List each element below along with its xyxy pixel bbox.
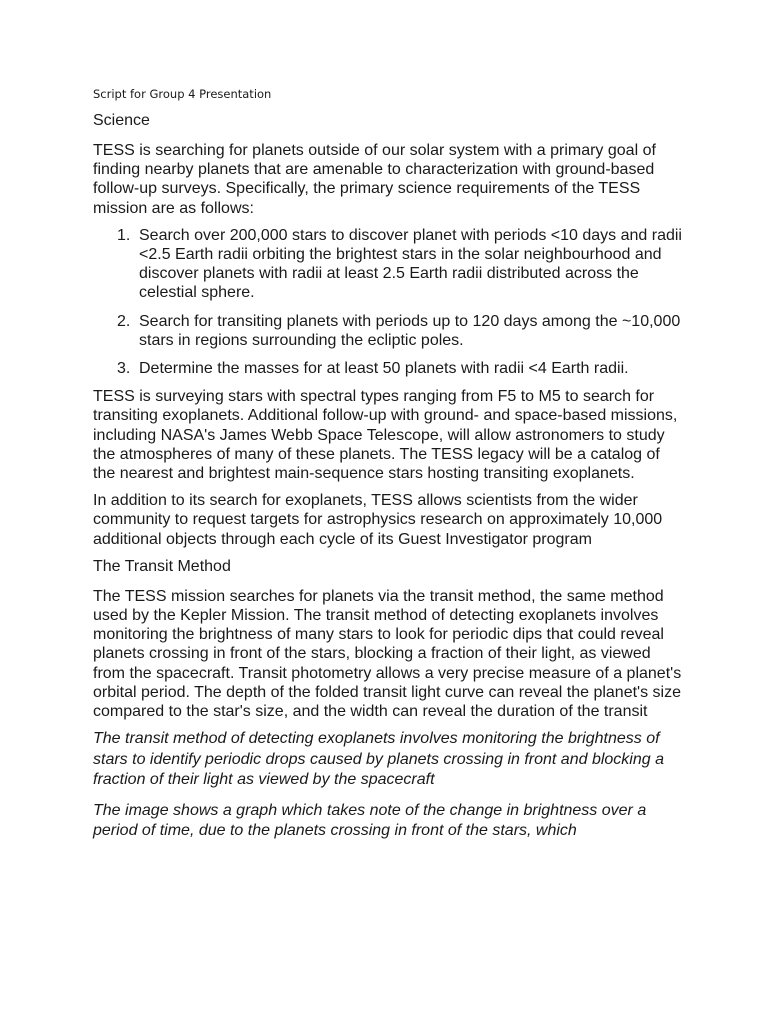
requirement-item [117,312,685,350]
transit-italic-paragraph-2: The image shows a graph which takes note of the change in brightness over a period of time, due to the planets crossing in front of the stars, which [93,801,647,840]
requirement-item [117,359,685,378]
transit-heading: The Transit Method [93,557,231,575]
requirements-list [93,226,685,378]
transit-paragraph-1: The TESS mission searches for planets via the transit method, the same method used by the Kepler Mission. The transit method of detecting exoplanets involves monitoring the brightness of many stars to look for periodic dips that could reveal planets crossing in front of the stars, blocking a fraction of their light, as viewed from the spacecraft. Transit photometry allows a very precise measure of a planet's orbital period. The depth of the folded transit light curve can reveal the planet's size compared to the star's size, and the width can reveal the duration of the transit [93,587,682,721]
requirement-number: 1. [117,226,131,244]
requirement-text: Determine the masses for at least 50 planets with radii <4 Earth radii. [139,360,629,378]
science-paragraph-3: In addition to its search for exoplanets, TESS allows scientists from the wider community to request targets for astrophysics research on approximately 10,000 additional objects through each cycle of its Guest Investigator program [93,492,663,548]
requirement-number: 3. [117,360,131,378]
transit-italic-paragraph-1: The transit method of detecting exoplanets involves monitoring the brightness of stars to identify periodic drops caused by planets crossing in front and blocking a fraction of their light as viewed by the spacecraft [93,730,664,789]
document-page [93,86,685,852]
document-title: Script for Group 4 Presentation [93,87,272,101]
science-intro-paragraph: TESS is searching for planets outside of our solar system with a primary goal of finding nearby planets that are amenable to characterization with ground-based follow-up surveys. Specifically, the primary science requirements of the TESS mission are as follows: [93,142,656,217]
science-heading: Science [93,112,150,129]
science-paragraph-2: TESS is surveying stars with spectral types ranging from F5 to M5 to search for transiting exoplanets. Additional follow-up with ground- and space-based missions, including NASA's James Webb Space Telescope, will allow astronomers to study the atmospheres of many of these planets. The TESS legacy will be a catalog of the nearest and brightest main-sequence stars hosting transiting exoplanets. [93,388,678,483]
requirement-text: Search for transiting planets with periods up to 120 days among the ~10,000 stars in regions surrounding the ecliptic poles. [139,312,681,349]
requirement-number: 2. [117,312,131,330]
requirement-text: Search over 200,000 stars to discover planet with periods <10 days and radii <2.5 Earth radii orbiting the brightest stars in the solar neighbourhood and discover planets with radii at least 2.5 Earth radii distributed across the celestial sphere. [139,226,682,302]
requirement-item [117,226,685,303]
